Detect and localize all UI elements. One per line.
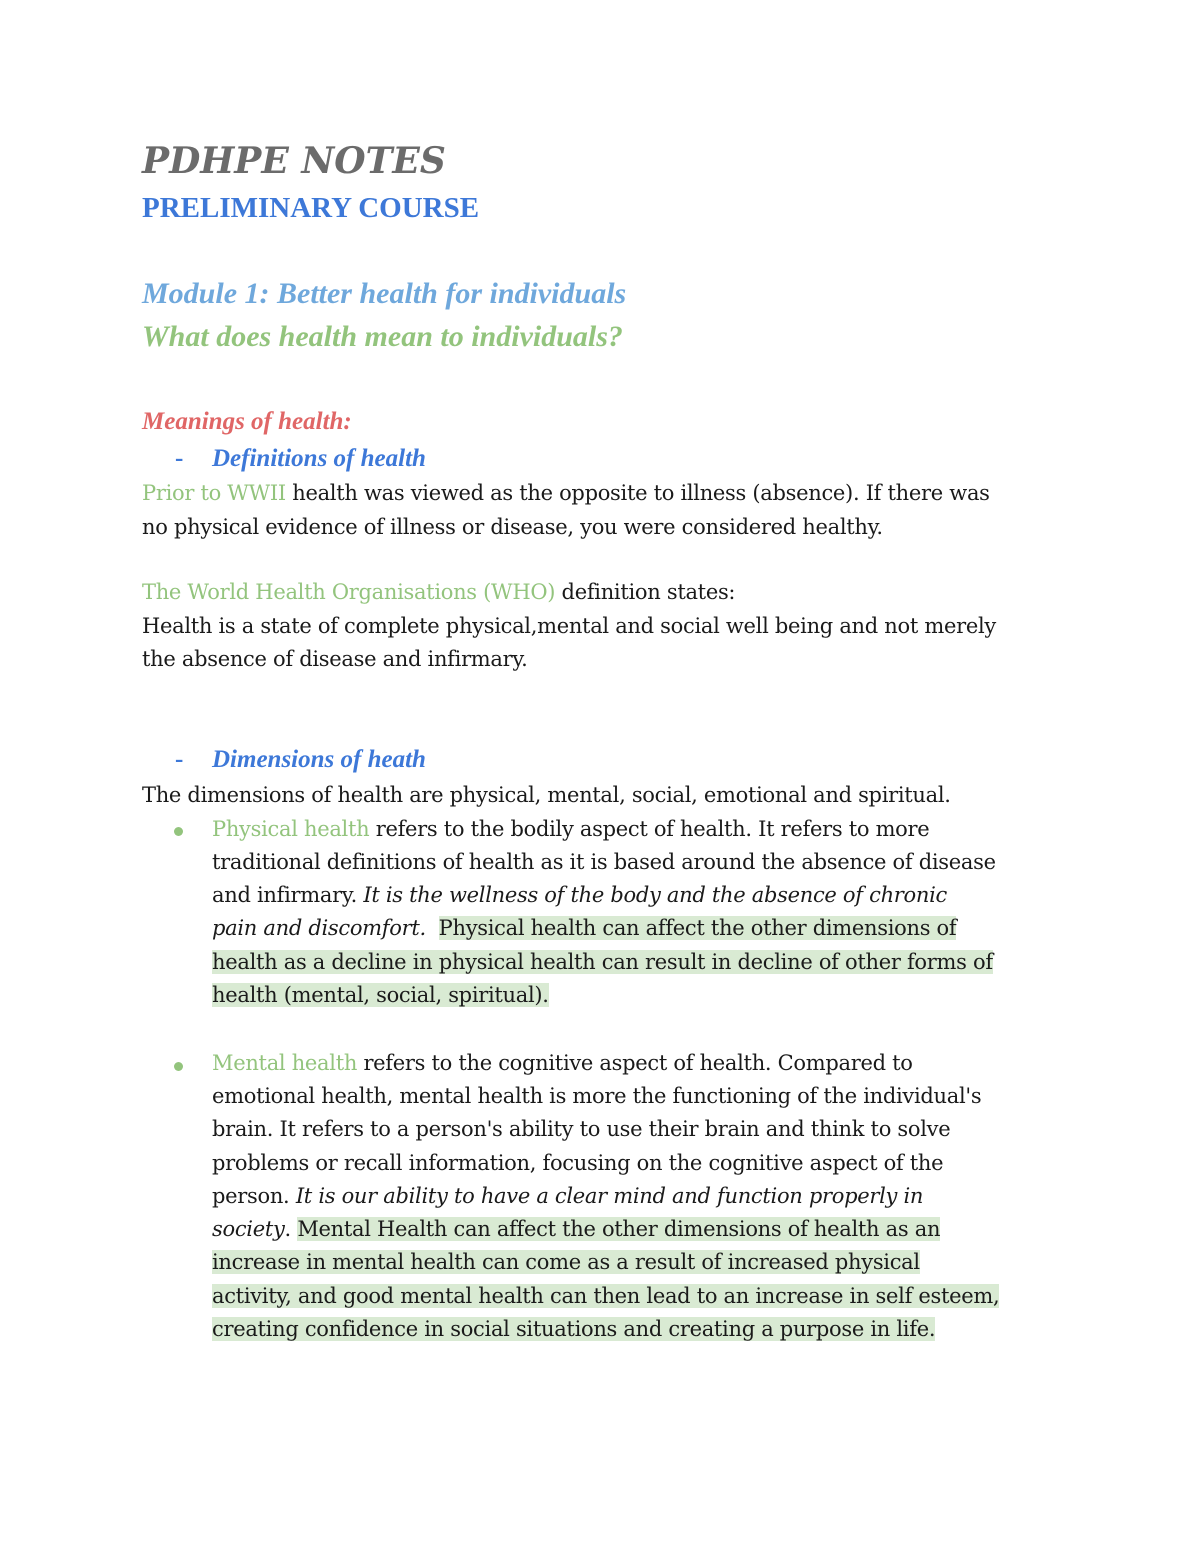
bullet-icon bbox=[174, 827, 183, 836]
who-definition-line-3: the absence of disease and infirmary. bbox=[142, 647, 528, 671]
dimensions-heading: Dimensions of heath bbox=[212, 746, 426, 773]
physical-health-label: Physical health bbox=[212, 817, 370, 841]
highlighted-text: creating confidence in social situations and creating a purpose in life. bbox=[212, 1317, 936, 1341]
mental-line-4: problems or recall information, focusing on the cognitive aspect of the bbox=[212, 1151, 944, 1175]
physical-line-1: Physical health refers to the bodily aspect of health. It refers to more bbox=[212, 817, 930, 841]
physical-line-5 bbox=[212, 950, 993, 974]
prior-wwii-label: Prior to WWII bbox=[142, 481, 286, 505]
who-label: The World Health Organisations (WHO) bbox=[142, 580, 556, 604]
definitions-dash: - bbox=[175, 445, 184, 472]
module-heading: Module 1: Better health for individuals bbox=[142, 277, 627, 310]
who-definition-line-2: Health is a state of complete physical,mental and social well being and not merely bbox=[142, 614, 996, 638]
highlighted-text: health (mental, social, spiritual). bbox=[212, 983, 549, 1007]
highlighted-text: Mental Health can affect the other dimensions of health as an bbox=[297, 1217, 941, 1241]
physical-line-2: traditional definitions of health as it is based around the absence of disease bbox=[212, 850, 996, 874]
page-title: PDHPE NOTES bbox=[142, 140, 446, 182]
highlighted-text: health as a decline in physical health can result in decline of other forms of bbox=[212, 950, 993, 974]
mental-line-7 bbox=[212, 1250, 920, 1274]
who-definition-line-1: The World Health Organisations (WHO) definition states: bbox=[142, 580, 736, 604]
mental-line-1: Mental health refers to the cognitive aspect of health. Compared to bbox=[212, 1051, 913, 1075]
physical-line-3: and infirmary. It is the wellness of the body and the absence of chronic bbox=[212, 883, 947, 907]
bullet-icon bbox=[174, 1062, 183, 1071]
mental-line-9 bbox=[212, 1317, 935, 1341]
highlighted-text: increase in mental health can come as a result of increased physical bbox=[212, 1250, 920, 1274]
course-subtitle: PRELIMINARY COURSE bbox=[142, 192, 480, 224]
highlighted-text: Physical health can affect the other dimensions of bbox=[438, 916, 957, 940]
mental-line-8 bbox=[212, 1284, 999, 1308]
mental-health-label: Mental health bbox=[212, 1051, 358, 1075]
highlighted-text: activity, and good mental health can then lead to an increase in self esteem, bbox=[212, 1284, 1000, 1308]
mental-line-3: brain. It refers to a person's ability to use their brain and think to solve bbox=[212, 1117, 951, 1141]
meanings-heading: Meanings of health: bbox=[142, 408, 352, 435]
physical-line-4: pain and discomfort. Physical health can affect the other dimensions of bbox=[212, 916, 957, 940]
mental-line-6: society. Mental Health can affect the other dimensions of health as an bbox=[212, 1217, 941, 1241]
mental-line-2: emotional health, mental health is more the functioning of the individual's bbox=[212, 1084, 982, 1108]
dimensions-intro: The dimensions of health are physical, mental, social, emotional and spiritual. bbox=[142, 783, 951, 807]
prior-wwii-line-1: Prior to WWII health was viewed as the opposite to illness (absence). If there was bbox=[142, 481, 990, 505]
dimensions-dash: - bbox=[175, 746, 184, 773]
question-heading: What does health mean to individuals? bbox=[142, 320, 623, 353]
physical-line-6 bbox=[212, 983, 549, 1007]
definitions-heading: Definitions of health bbox=[212, 445, 426, 472]
mental-line-5: person. It is our ability to have a clear mind and function properly in bbox=[212, 1184, 924, 1208]
prior-wwii-line-2: no physical evidence of illness or disease, you were considered healthy. bbox=[142, 515, 883, 539]
